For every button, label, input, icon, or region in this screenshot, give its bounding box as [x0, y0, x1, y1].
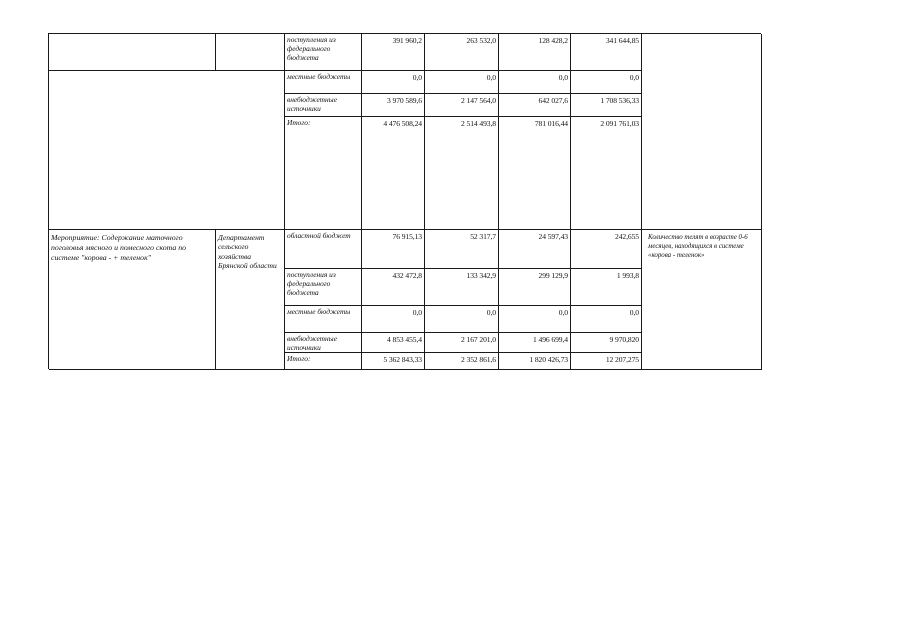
amount-year-1: 2 352 861,6 — [425, 353, 499, 370]
total-label: Итого: — [285, 117, 362, 230]
amount-year-3: 0,0 — [571, 306, 642, 333]
department-name: Департамент сельского хозяйства Брянской области — [216, 230, 285, 370]
amount-total: 4 476 508,24 — [362, 117, 425, 230]
amount-year-2: 1 820 426,73 — [499, 353, 571, 370]
funding-table — [48, 33, 761, 369]
amount-year-1: 2 147 564,0 — [425, 94, 499, 117]
amount-year-3: 2 091 761,03 — [571, 117, 642, 230]
measure-cell-prev-top — [49, 34, 216, 71]
measure-cell-prev-bottom — [49, 71, 285, 230]
amount-year-1: 52 317,7 — [425, 230, 499, 269]
amount-total: 0,0 — [362, 306, 425, 333]
amount-year-3: 242,655 — [571, 230, 642, 269]
amount-year-3: 1 708 536,33 — [571, 94, 642, 117]
funding-source-label: местные бюджеты — [285, 71, 362, 94]
amount-total: 5 362 843,33 — [362, 353, 425, 370]
funding-source-label: внебюджетные источники — [285, 333, 362, 353]
amount-year-2: 24 597,43 — [499, 230, 571, 269]
amount-total: 3 970 589,6 — [362, 94, 425, 117]
amount-year-1: 263 532,0 — [425, 34, 499, 71]
amount-total: 0,0 — [362, 71, 425, 94]
amount-total: 432 472,8 — [362, 269, 425, 306]
total-label: Итого: — [285, 353, 362, 370]
amount-year-2: 0,0 — [499, 71, 571, 94]
amount-year-2: 128 428,2 — [499, 34, 571, 71]
amount-total: 4 853 455,4 — [362, 333, 425, 353]
amount-year-3: 9 970,820 — [571, 333, 642, 353]
amount-total: 391 960,2 — [362, 34, 425, 71]
amount-year-1: 0,0 — [425, 306, 499, 333]
indicator-cell-prev — [642, 34, 762, 230]
amount-year-1: 133 342,9 — [425, 269, 499, 306]
amount-year-2: 642 027,6 — [499, 94, 571, 117]
funding-source-label: внебюджетные источники — [285, 94, 362, 117]
amount-year-2: 1 496 699,4 — [499, 333, 571, 353]
amount-year-2: 0,0 — [499, 306, 571, 333]
funding-source-label: поступления из федерального бюджета — [285, 269, 362, 306]
indicator-text: Количество телят в возрасте 0-6 месяцев, находящихся в системе «корова - теленок» — [642, 230, 762, 370]
amount-year-1: 0,0 — [425, 71, 499, 94]
amount-year-2: 299 129,9 — [499, 269, 571, 306]
amount-year-2: 781 016,44 — [499, 117, 571, 230]
amount-total: 76 915,13 — [362, 230, 425, 269]
department-cell-prev — [216, 34, 285, 71]
amount-year-3: 0,0 — [571, 71, 642, 94]
measure-name: Мероприятие: Содержание маточного поголовья мясного и помесного скота по системе "корова - + теленок" — [49, 230, 216, 370]
funding-source-label: поступления из федерального бюджета — [285, 34, 362, 71]
funding-source-label: областной бюджет — [285, 230, 362, 269]
amount-year-3: 1 993,8 — [571, 269, 642, 306]
amount-year-1: 2 514 493,8 — [425, 117, 499, 230]
amount-year-3: 341 644,85 — [571, 34, 642, 71]
funding-source-label: местные бюджеты — [285, 306, 362, 333]
amount-year-3: 12 207,275 — [571, 353, 642, 370]
amount-year-1: 2 167 201,0 — [425, 333, 499, 353]
